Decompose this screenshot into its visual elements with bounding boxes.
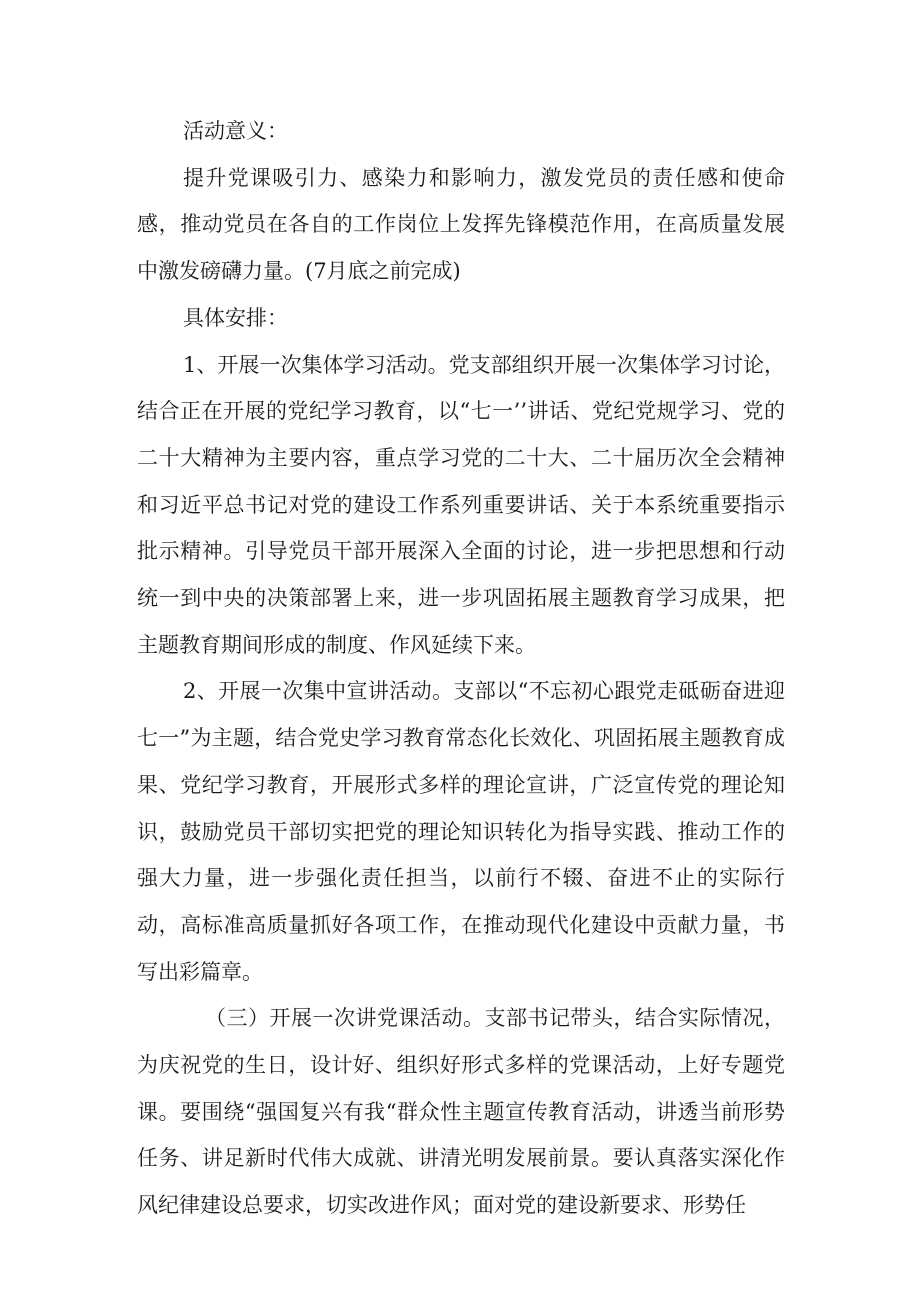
paragraph-item-1: 1、开展一次集体学习活动。党支部组织开展一次集体学习讨论，结合正在开展的党纪学习教育，以“七一’’讲话、党纪党规学习、党的二十大精神为主要内容，重点学习党的二十大、二十届历次全会精神和习近平总书记对党的建设工作系列重要讲话、关于本系统重要指示批示精神。引导党员干部开展深入全面的讨论，进一步把思想和行动统一到中央的决策部署上来，进一步巩固拓展主题教育学习成果，把主题教育期间形成的制度、作风延续下来。 xyxy=(137,352,785,657)
document-body xyxy=(137,108,785,1229)
section-heading-significance: 活动意义： xyxy=(183,119,288,143)
paragraph-significance: 提升党课吸引力、感染力和影响力，激发党员的责任感和使命感，推动党员在各自的工作岗位上发挥先锋模范作用，在高质量发展中激发磅礴力量。(7月底之前完成) xyxy=(137,165,785,284)
paragraph-item-3: （三）开展一次讲党课活动。支部书记带头，结合实际情况，为庆祝党的生日，设计好、组织好形式多样的党课活动，上好专题党课。要围绕“强国复兴有我“群众性主题宣传教育活动，讲透当前形势任务、讲足新时代伟大成就、讲清光明发展前景。要认真落实深化作风纪律建设总要求，切实改进作风；面对党的建设新要求、形势任 xyxy=(137,1006,785,1218)
paragraph-item-2: 2、开展一次集中宣讲活动。支部以“不忘初心跟党走砥砺奋进迎七一”为主题，结合党史学习教育常态化长效化、巩固拓展主题教育成果、党纪学习教育，开展形式多样的理论宣讲，广泛宣传党的理论知识，鼓励党员干部切实把党的理论知识转化为指导实践、推动工作的强大力量，进一步强化责任担当，以前行不辍、奋进不止的实际行动，高标准高质量抓好各项工作，在推动现代化建设中贡献力量，书写出彩篇章。 xyxy=(137,679,785,984)
section-heading-arrangement: 具体安排： xyxy=(183,305,288,330)
